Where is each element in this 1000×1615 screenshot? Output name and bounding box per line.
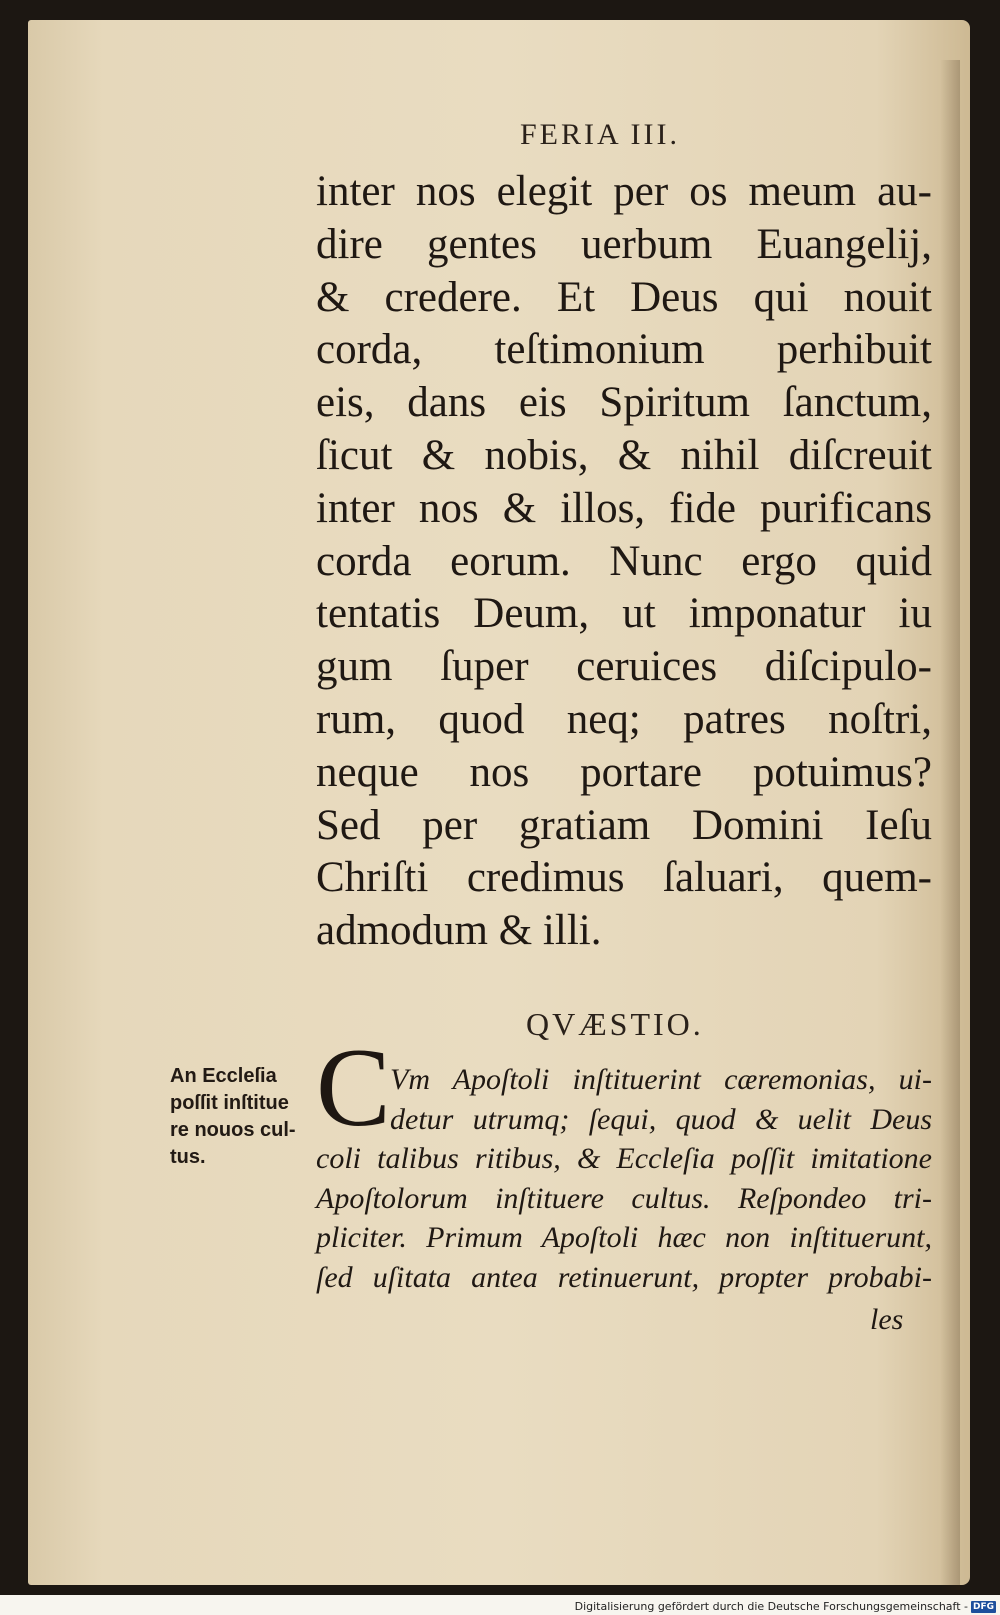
main-text-block: [316, 166, 932, 958]
text-line: admodum & illi.: [316, 907, 602, 955]
text-line: dire gentes uerbum Euangelij,: [316, 220, 932, 268]
text-line: pliciter. Primum Apoſtoli hæc non inſtituerunt,: [316, 1221, 932, 1254]
text-line: ſed uſitata antea retinuerunt, propter probabi-: [316, 1260, 932, 1294]
text-line: corda eorum. Nunc ergo quid: [316, 537, 932, 585]
dfg-logo: DFG: [972, 1601, 994, 1612]
text-line: Chriſti credimus ſaluari, quem-: [316, 854, 932, 902]
text-line: detur utrumq; ſequi, quod & uelit Deus: [390, 1102, 932, 1136]
text-line: & credere. Et Deus qui nouit: [316, 273, 932, 321]
text-line: neque nos portare potuimus?: [316, 748, 932, 796]
section-heading: QVÆSTIO.: [526, 1006, 704, 1042]
text-line: rum, quod neq; patres noſtri,: [316, 695, 932, 743]
text-line: ſicut & nobis, & nihil diſcreuit: [316, 431, 932, 479]
digitization-footer: [575, 1600, 996, 1613]
text-line: corda, teſtimonium perhibuit: [316, 326, 932, 374]
drop-cap: C: [316, 1026, 391, 1150]
marginal-note-line: tus.: [170, 1146, 206, 1168]
text-line: Apoſtolorum inſtituere cultus. Reſpondeo tri-: [316, 1181, 932, 1215]
running-head: FERIA III.: [520, 118, 680, 151]
page-edge-shadow: [940, 60, 960, 1590]
marginal-note-line: re nouos cul-: [170, 1119, 296, 1141]
footer-text: Digitalisierung gefördert durch die Deutsche Forschungsgemeinschaft -: [574, 1600, 968, 1613]
italic-text-block: [316, 1060, 932, 1297]
text-line: tentatis Deum, ut imponatur iu: [316, 590, 932, 638]
marginal-note-line: poſſit inſtitue: [170, 1092, 289, 1114]
text-line: inter nos & illos, fide purificans: [316, 484, 932, 532]
text-line: coli talibus ritibus, & Eccleſia poſſit imitatione: [316, 1142, 932, 1175]
text-line: Sed per gratiam Domini Ieſu: [316, 801, 932, 849]
catchword: les: [870, 1303, 904, 1336]
text-line: gum ſuper ceruices diſcipulo-: [316, 643, 932, 691]
text-line: eis, dans eis Spiritum ſanctum,: [316, 379, 932, 427]
marginal-note: [170, 1063, 310, 1171]
text-line: Vm Apoſtoli inſtituerint cæremonias, ui-: [390, 1063, 932, 1096]
marginal-note-line: An Eccleſia: [170, 1065, 277, 1087]
text-line: inter nos elegit per os meum au-: [316, 168, 932, 215]
